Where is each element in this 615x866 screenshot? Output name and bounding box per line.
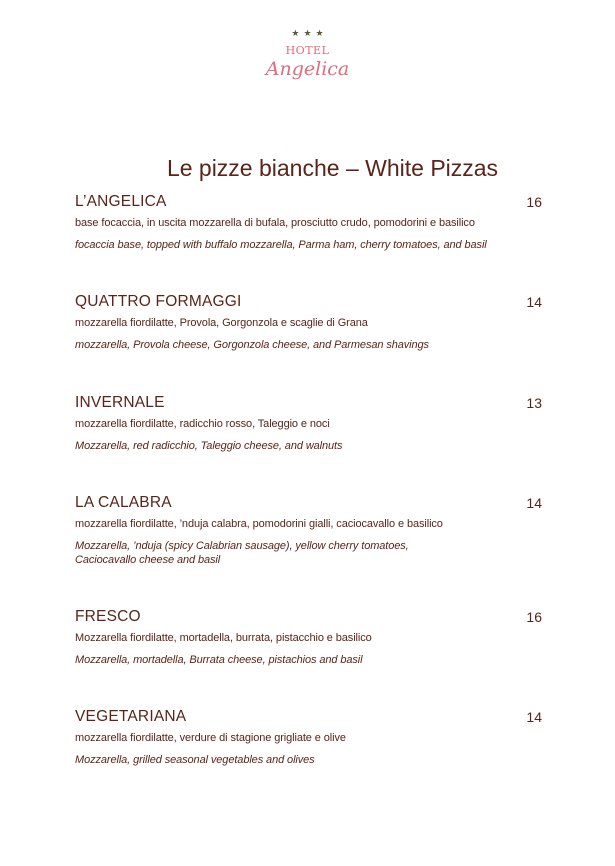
menu-item-description-english: Mozzarella, grilled seasonal vegetables and olives bbox=[75, 754, 315, 766]
menu-item-header bbox=[75, 192, 545, 212]
menu-item-name: QUATTRO FORMAGGI bbox=[75, 293, 242, 310]
menu-item bbox=[75, 707, 545, 767]
menu-item-header bbox=[75, 292, 545, 312]
menu-item-description-italian: base focaccia, in uscita mozzarella di bufala, prosciutto crudo, pomodorini e basilico bbox=[75, 217, 475, 229]
menu-item-name: L’ANGELICA bbox=[75, 193, 167, 210]
menu-item-header bbox=[75, 607, 545, 627]
menu-item bbox=[75, 292, 545, 352]
menu-title: Le pizze bianche – White Pizzas bbox=[166, 155, 499, 181]
menu-item-price: 16 bbox=[526, 194, 542, 210]
menu-item-description-english: mozzarella, Provola cheese, Gorgonzola cheese, and Parmesan shavings bbox=[75, 339, 429, 351]
logo-hotel-text: HOTEL bbox=[285, 44, 330, 57]
logo-hotel-name: Angelica bbox=[265, 58, 350, 80]
menu-item-price: 16 bbox=[526, 609, 542, 625]
menu-item-description-english: focaccia base, topped with buffalo mozzarella, Parma ham, cherry tomatoes, and basil bbox=[75, 239, 487, 251]
hotel-logo bbox=[0, 28, 615, 80]
menu-item-price: 14 bbox=[526, 709, 542, 725]
rating-stars-icon: ★★★ bbox=[291, 29, 328, 39]
menu-item-description-italian: mozzarella fiordilatte, verdure di stagione grigliate e olive bbox=[75, 732, 346, 744]
menu-item bbox=[75, 493, 545, 567]
menu-item-name: LA CALABRA bbox=[75, 494, 172, 511]
menu-item-header bbox=[75, 393, 545, 413]
menu-item bbox=[75, 393, 545, 453]
menu-item-price: 14 bbox=[526, 294, 542, 310]
menu-item-description-italian: Mozzarella fiordilatte, mortadella, burrata, pistacchio e basilico bbox=[75, 632, 372, 644]
menu-item-header bbox=[75, 493, 545, 513]
menu-item-name: FRESCO bbox=[75, 608, 141, 625]
menu-item-description-italian: mozzarella fiordilatte, Provola, Gorgonzola e scaglie di Grana bbox=[75, 317, 368, 329]
menu-item bbox=[75, 192, 545, 252]
menu-item-description-english: Mozzarella, ’nduja (spicy Calabrian sausage), yellow cherry tomatoes, Caciocavallo cheese and basil bbox=[75, 540, 409, 566]
menu-item bbox=[75, 607, 545, 667]
menu-item-description-italian: mozzarella fiordilatte, radicchio rosso, Taleggio e noci bbox=[75, 418, 330, 430]
menu-item-price: 13 bbox=[526, 395, 542, 411]
menu-item-header bbox=[75, 707, 545, 727]
menu-item-description-italian: mozzarella fiordilatte, ’nduja calabra, pomodorini gialli, caciocavallo e basilico bbox=[75, 518, 443, 530]
menu-item-name: INVERNALE bbox=[75, 394, 165, 411]
menu-item-name: VEGETARIANA bbox=[75, 708, 187, 725]
menu-item-price: 14 bbox=[526, 495, 542, 511]
menu-item-description-english: Mozzarella, mortadella, Burrata cheese, pistachios and basil bbox=[75, 654, 363, 666]
menu-item-description-english: Mozzarella, red radicchio, Taleggio cheese, and walnuts bbox=[75, 440, 343, 452]
